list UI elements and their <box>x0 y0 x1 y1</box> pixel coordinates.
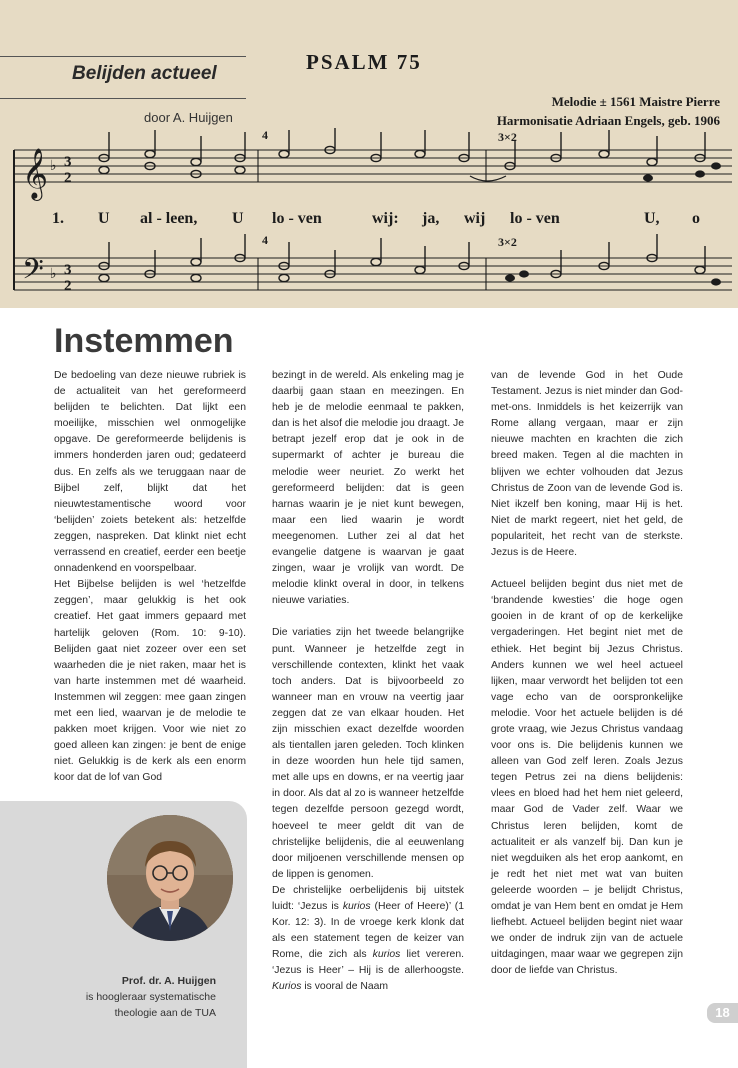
portrait-icon <box>107 815 233 941</box>
repeat-mark: 3×2 <box>498 235 517 249</box>
melody-credit <box>497 92 720 130</box>
flat-icon: ♭ <box>50 266 57 282</box>
measure-mark: 4 <box>262 233 268 247</box>
rubric-rule-top <box>0 56 246 57</box>
author-name: Prof. dr. A. Huijgen <box>121 975 216 987</box>
lyric-syllable: U <box>232 210 244 227</box>
lyric-syllable: ja, <box>422 210 440 227</box>
rubric-rule-bottom <box>0 98 246 99</box>
time-sig-top: 3 <box>64 154 72 170</box>
bass-filled-notes <box>505 270 721 285</box>
author-byline: door A. Huijgen <box>144 110 233 125</box>
paragraph: De christelijke oerbelijdenis bij uitstek luidt: ‘Jezus is kurios (Heer of Heere)’ (1 Kor. 12: 3). In de vroege kerk klonk dat als een statement tegen de keizer van Rome, die zich als kurios liet vereren. ‘Jezus is Heer’ – Hij is de allerhoogste. Kurios is vooral de Naam <box>272 884 464 993</box>
page-number: 18 <box>707 1003 738 1023</box>
article-column-2 <box>272 368 464 996</box>
music-staves <box>0 128 738 308</box>
lyric-syllable: wij <box>464 210 486 227</box>
lyric-syllable: wij: <box>372 210 399 227</box>
lyric-syllable: al - leen, <box>140 210 198 227</box>
time-sig-bottom: 2 <box>64 278 72 294</box>
psalm-title: PSALM 75 <box>306 50 422 74</box>
lyric-syllable: lo - ven <box>510 210 560 227</box>
sheet-music-header <box>0 0 738 308</box>
time-sig-top: 3 <box>64 262 72 278</box>
paragraph: bezingt in de wereld. Als enkeling mag je daarbij gaan staan en meezingen. En heb je de melodie eenmaal te pakken, dan is het alsof die melodie jou draagt. Je betrapt jezelf erop dat je ook in de supermarkt of achter je bureau die melodie weer neuriet. Zo werkt het gereformeerd belijden: dat is geen harnas waarin je je niet kunt bewegen, maar een lied waarin je wordt meegenomen. Luther zei al dat het evangelie datgene is waarvan je gaat zingen, waar je vrolijk van wordt. De melodie klinkt overal in door, in telkens nieuwe variaties. <box>272 370 464 607</box>
rubric-title: Belijden actueel <box>72 63 217 84</box>
harmonisation-line: Harmonisatie Adriaan Engels, geb. 1906 <box>496 113 720 128</box>
treble-clef-icon: 𝄞 <box>22 148 49 199</box>
repeat-mark: 3×2 <box>498 130 517 144</box>
lyric-syllable: o <box>692 210 700 227</box>
paragraph: Het Bijbelse belijden is wel ‘hetzelfde zeggen’, maar gelukkig is het ook creatief. Het gaat immers gepaard met hartelijk geloven (Rom. 10: 9-10). Belijden gaat niet zozeer over een set waarheden die je niet raken, maar het is van harte instemmen met dé waarheid. Instemmen wil zeggen: mee gaan zingen met een lied, waarvan je de melodie te pakken moet krijgen. Voor wie niet zo goed alleen kan zingen: je bent de enige niet. Gelukkig is de kerk als een enorm koor dat de lof van God <box>54 579 246 784</box>
lyric-syllable: lo - ven <box>272 210 322 227</box>
measure-mark: 4 <box>262 128 268 142</box>
treble-notes <box>99 128 705 178</box>
article-title: Instemmen <box>54 322 234 360</box>
tie <box>470 176 506 181</box>
paragraph: van de levende God in het Oude Testament. Jezus is niet minder dan God-met-ons. Inmiddels is het keizerrijk van Rome allang vergaan, maar er zijn nieuwe machten en krachten die zich breed maken. Tegen al die machten in blijven we echter volhouden dat Jezus Christus de Zoon van de levende God is. Niet ikzelf ben koning, maar Hij is het. Niet de markt regeert, niet het geld, de populariteit, het recht van de sterkste. Jezus is de Heere. <box>491 370 683 559</box>
time-sig-bottom: 2 <box>64 170 72 186</box>
paragraph: Die variaties zijn het tweede belangrijke punt. Wanneer je hetzelfde zegt in verschillende contexten, klinkt het vaak toch anders. Dat is bijvoorbeeld zo wanneer man en vrouw na veertig jaar zeggen dat ze van elkaar houden. Het zijn misschien exact dezelfde woorden als tientallen jaren geleden. Toch klinken in deze woorden hun hele tijd samen, met alle ups en downs, er na veertig jaar in door. Als dat al zo is wanneer hetzelfde tegen dezelfde persoon gezegd wordt, hoeveel te meer geldt dit van de christelijke belijdenis, die al eeuwenlang door miljoenen verschillende mensen op de lippen is genomen. <box>272 627 464 880</box>
paragraph: De bedoeling van deze nieuwe rubriek is de actualiteit van het gereformeerd belijden te belichten. Dat lijkt een moeilijke, misschien wel onmogelijke opgave. De gereformeerde belijdenis is immers honderden jaren oud; gedateerd dus. En zelfs als we teruggaan naar de Bijbel zelf, blijkt dat het nieuwtestamentische woord voor ‘belijden’ zoiets betekent als: hetzelfde zeggen, naspreken. Dat klinkt niet echt verrassend en creatief, eerder een beetje onnadenkend en voorspelbaar. <box>54 370 246 575</box>
article-column-1 <box>54 368 246 786</box>
bass-clef-icon: 𝄢 <box>22 253 44 293</box>
article-column-3 <box>491 368 683 979</box>
lyric-syllable: U, <box>644 210 660 227</box>
author-caption <box>16 973 216 1021</box>
paragraph: Actueel belijden begint dus niet met de ‘brandende kwesties’ die hoge ogen gooien in de krant of op de kerkelijke vergaderingen. Het begint niet met de ethiek. Het begint bij Jezus Christus. Anders kunnen we wel heel actueel lijken, maar verwordt het belijden tot een vage echo van de oorspronkelijke melodie. Voor het actuele belijden is dé grote vraag, wie Jezus Christus vandaag voor ons is. Die belijdenis kunnen we alleen van God zelf leren. Zoals Jezus tegen Petrus zei na diens belijdenis: vlees en bloed had het hem niet geleerd, maar God de Vader zelf. Waar we Christus leren belijden, komt de actualiteit er als vanzelf bij. Dan kun je niet wegduiken als het erop aankomt, en je redt het niet met wat van buiten geleerde woorden – je belijdt Christus, omdat je van Hem bent en omdat je Hem liefhebt. Actueel belijden begint niet waar we onder de indruk zijn van de actuele uitdagingen, maar waar we gegrepen zijn door de liefde van Christus. <box>491 579 683 977</box>
lyric-syllable: 1. <box>52 210 64 227</box>
author-institution: theologie aan de TUA <box>114 1007 216 1019</box>
author-photo <box>107 815 233 941</box>
melody-line: Melodie ± 1561 Maistre Pierre <box>551 94 720 109</box>
flat-icon: ♭ <box>50 158 57 174</box>
lyric-syllable: U <box>98 210 110 227</box>
author-role: is hoogleraar systematische <box>85 991 216 1003</box>
